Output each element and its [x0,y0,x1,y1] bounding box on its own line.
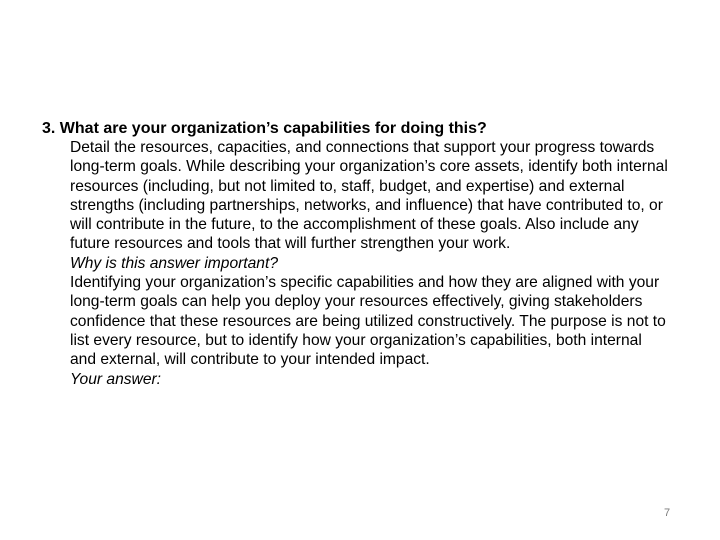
page-number: 7 [664,507,671,519]
why-important-label: Why is this answer important? [70,254,278,272]
why-important-text: Identifying your organization’s specific capabilities and how they are aligned with your long-term goals can help you deploy your resources effectively, giving stakeholders confidence that these resources are being utilized constructively. The purpose is not to list every resource, but to identify how your organization’s capabilities, both internal and external, will contribute to your intended impact. [70,274,666,369]
question-heading: 3. What are your organization’s capabilities for doing this? [42,120,487,137]
your-answer-label: Your answer: [70,370,162,388]
question-detail: Detail the resources, capacities, and connections that support your progress towards long-term goals. While describing your organization’s core assets, identify both internal resources (including, but not limited to, staff, budget, and expertise) and external strengths (including partnerships, networks, and influence) that have contributed to, or will contribute in the future, to the accomplishment of these goals. Also include any future resources and tools that will further strengthen your work. [70,139,668,253]
question-block [42,119,682,389]
